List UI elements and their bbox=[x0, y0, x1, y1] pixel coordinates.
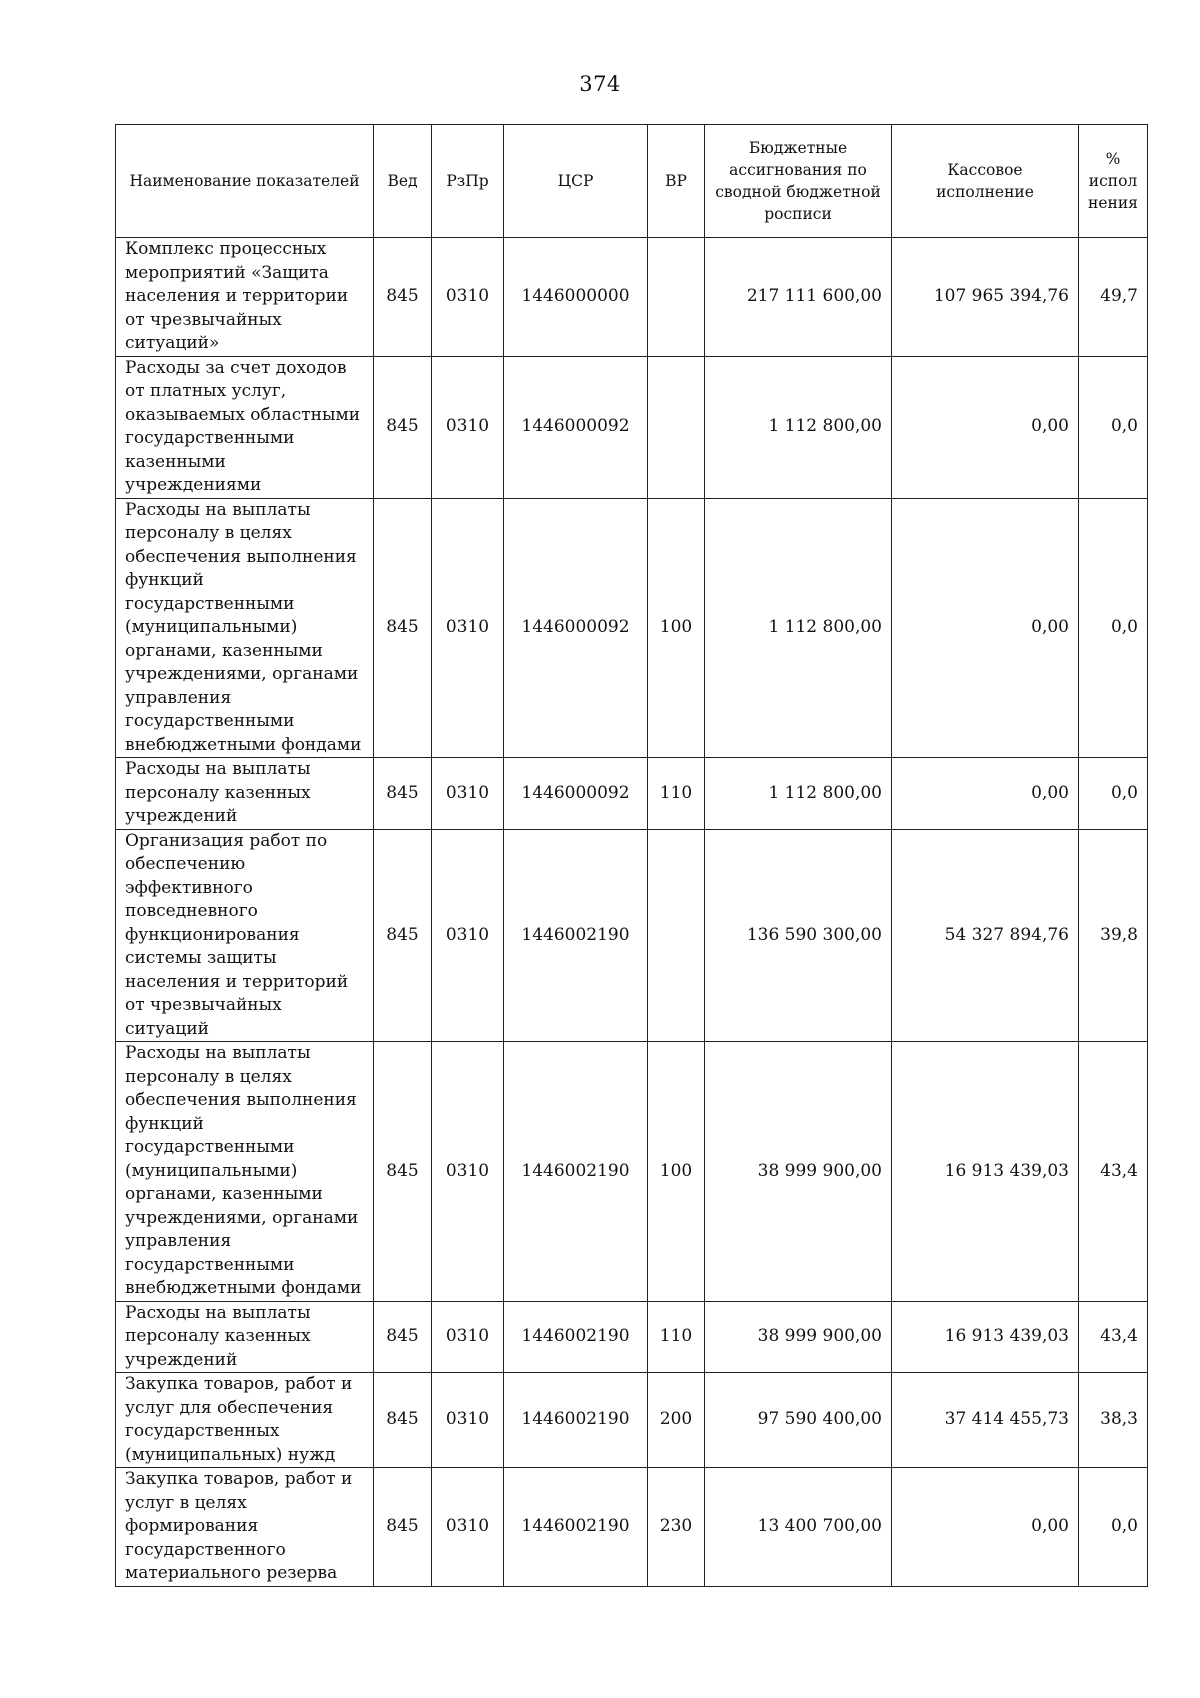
page-number: 374 bbox=[579, 72, 621, 96]
row-csr: 1446000092 bbox=[504, 498, 648, 758]
row-name: Организация работ по обеспечению эффективного повседневного функционирования системы защиты населения и территорий от чрезвычайных ситуаций bbox=[116, 829, 374, 1042]
row-budget: 1 112 800,00 bbox=[705, 356, 892, 498]
row-percent: 39,8 bbox=[1079, 829, 1148, 1042]
table-row bbox=[116, 1301, 1148, 1373]
row-percent: 0,0 bbox=[1079, 1468, 1148, 1587]
row-cash: 16 913 439,03 bbox=[892, 1042, 1079, 1302]
row-name: Закупка товаров, работ и услуг для обеспечения государственных (муниципальных) нужд bbox=[116, 1373, 374, 1468]
row-csr: 1446000092 bbox=[504, 356, 648, 498]
row-name: Расходы на выплаты персоналу казенных учреждений bbox=[116, 758, 374, 830]
row-rzpr: 0310 bbox=[432, 238, 504, 357]
header-rzpr: РзПр bbox=[432, 125, 504, 238]
header-percent: % испол нения bbox=[1079, 125, 1148, 238]
row-cash: 107 965 394,76 bbox=[892, 238, 1079, 357]
row-rzpr: 0310 bbox=[432, 356, 504, 498]
row-csr: 1446000092 bbox=[504, 758, 648, 830]
row-percent: 0,0 bbox=[1079, 498, 1148, 758]
row-name: Расходы на выплаты персоналу в целях обеспечения выполнения функций государственными (муниципальными) органами, казенными учреждениями, органами управления государственными внебюджетными фондами bbox=[116, 1042, 374, 1302]
row-ved: 845 bbox=[374, 1042, 432, 1302]
header-budget: Бюджетные ассигнования по сводной бюджетной росписи bbox=[705, 125, 892, 238]
row-csr: 1446002190 bbox=[504, 829, 648, 1042]
row-ved: 845 bbox=[374, 498, 432, 758]
row-percent: 38,3 bbox=[1079, 1373, 1148, 1468]
row-cash: 0,00 bbox=[892, 758, 1079, 830]
row-percent: 0,0 bbox=[1079, 356, 1148, 498]
row-vr: 230 bbox=[648, 1468, 705, 1587]
row-csr: 1446002190 bbox=[504, 1042, 648, 1302]
row-budget: 97 590 400,00 bbox=[705, 1373, 892, 1468]
table-row bbox=[116, 356, 1148, 498]
row-percent: 49,7 bbox=[1079, 238, 1148, 357]
row-budget: 1 112 800,00 bbox=[705, 498, 892, 758]
row-cash: 0,00 bbox=[892, 356, 1079, 498]
row-vr bbox=[648, 829, 705, 1042]
row-vr: 110 bbox=[648, 758, 705, 830]
table-row bbox=[116, 238, 1148, 357]
row-name: Расходы на выплаты персоналу казенных учреждений bbox=[116, 1301, 374, 1373]
row-csr: 1446000000 bbox=[504, 238, 648, 357]
row-budget: 1 112 800,00 bbox=[705, 758, 892, 830]
row-ved: 845 bbox=[374, 758, 432, 830]
row-percent: 43,4 bbox=[1079, 1042, 1148, 1302]
row-ved: 845 bbox=[374, 829, 432, 1042]
row-rzpr: 0310 bbox=[432, 1042, 504, 1302]
header-row bbox=[116, 125, 1148, 238]
row-budget: 38 999 900,00 bbox=[705, 1042, 892, 1302]
row-percent: 43,4 bbox=[1079, 1301, 1148, 1373]
row-budget: 13 400 700,00 bbox=[705, 1468, 892, 1587]
row-cash: 0,00 bbox=[892, 498, 1079, 758]
header-csr: ЦСР bbox=[504, 125, 648, 238]
row-vr: 100 bbox=[648, 498, 705, 758]
table-row bbox=[116, 829, 1148, 1042]
row-name: Расходы на выплаты персоналу в целях обеспечения выполнения функций государственными (муниципальными) органами, казенными учреждениями, органами управления государственными внебюджетными фондами bbox=[116, 498, 374, 758]
table-row bbox=[116, 1042, 1148, 1302]
row-budget: 38 999 900,00 bbox=[705, 1301, 892, 1373]
header-vr: ВР bbox=[648, 125, 705, 238]
row-csr: 1446002190 bbox=[504, 1468, 648, 1587]
row-ved: 845 bbox=[374, 1468, 432, 1587]
row-rzpr: 0310 bbox=[432, 758, 504, 830]
row-cash: 0,00 bbox=[892, 1468, 1079, 1587]
row-vr bbox=[648, 238, 705, 357]
row-cash: 54 327 894,76 bbox=[892, 829, 1079, 1042]
table-row bbox=[116, 498, 1148, 758]
header-name: Наименование показателей bbox=[116, 125, 374, 238]
row-name: Комплекс процессных мероприятий «Защита населения и территории от чрезвычайных ситуаций» bbox=[116, 238, 374, 357]
row-budget: 217 111 600,00 bbox=[705, 238, 892, 357]
row-rzpr: 0310 bbox=[432, 1373, 504, 1468]
row-csr: 1446002190 bbox=[504, 1301, 648, 1373]
row-budget: 136 590 300,00 bbox=[705, 829, 892, 1042]
table-row bbox=[116, 1373, 1148, 1468]
row-csr: 1446002190 bbox=[504, 1373, 648, 1468]
row-name: Расходы за счет доходов от платных услуг, оказываемых областными государственными казенными учреждениями bbox=[116, 356, 374, 498]
header-cash: Кассовое исполнение bbox=[892, 125, 1079, 238]
table-body bbox=[116, 238, 1148, 1587]
row-percent: 0,0 bbox=[1079, 758, 1148, 830]
row-cash: 37 414 455,73 bbox=[892, 1373, 1079, 1468]
row-rzpr: 0310 bbox=[432, 1301, 504, 1373]
header-ved: Вед bbox=[374, 125, 432, 238]
row-ved: 845 bbox=[374, 238, 432, 357]
row-vr: 110 bbox=[648, 1301, 705, 1373]
table-row bbox=[116, 1468, 1148, 1587]
row-rzpr: 0310 bbox=[432, 829, 504, 1042]
row-vr: 100 bbox=[648, 1042, 705, 1302]
row-rzpr: 0310 bbox=[432, 498, 504, 758]
row-ved: 845 bbox=[374, 1301, 432, 1373]
table-header bbox=[116, 125, 1148, 238]
row-vr bbox=[648, 356, 705, 498]
budget-execution-table bbox=[115, 124, 1148, 1587]
row-cash: 16 913 439,03 bbox=[892, 1301, 1079, 1373]
row-vr: 200 bbox=[648, 1373, 705, 1468]
row-ved: 845 bbox=[374, 1373, 432, 1468]
row-name: Закупка товаров, работ и услуг в целях формирования государственного материального резерва bbox=[116, 1468, 374, 1587]
table-row bbox=[116, 758, 1148, 830]
row-ved: 845 bbox=[374, 356, 432, 498]
row-rzpr: 0310 bbox=[432, 1468, 504, 1587]
